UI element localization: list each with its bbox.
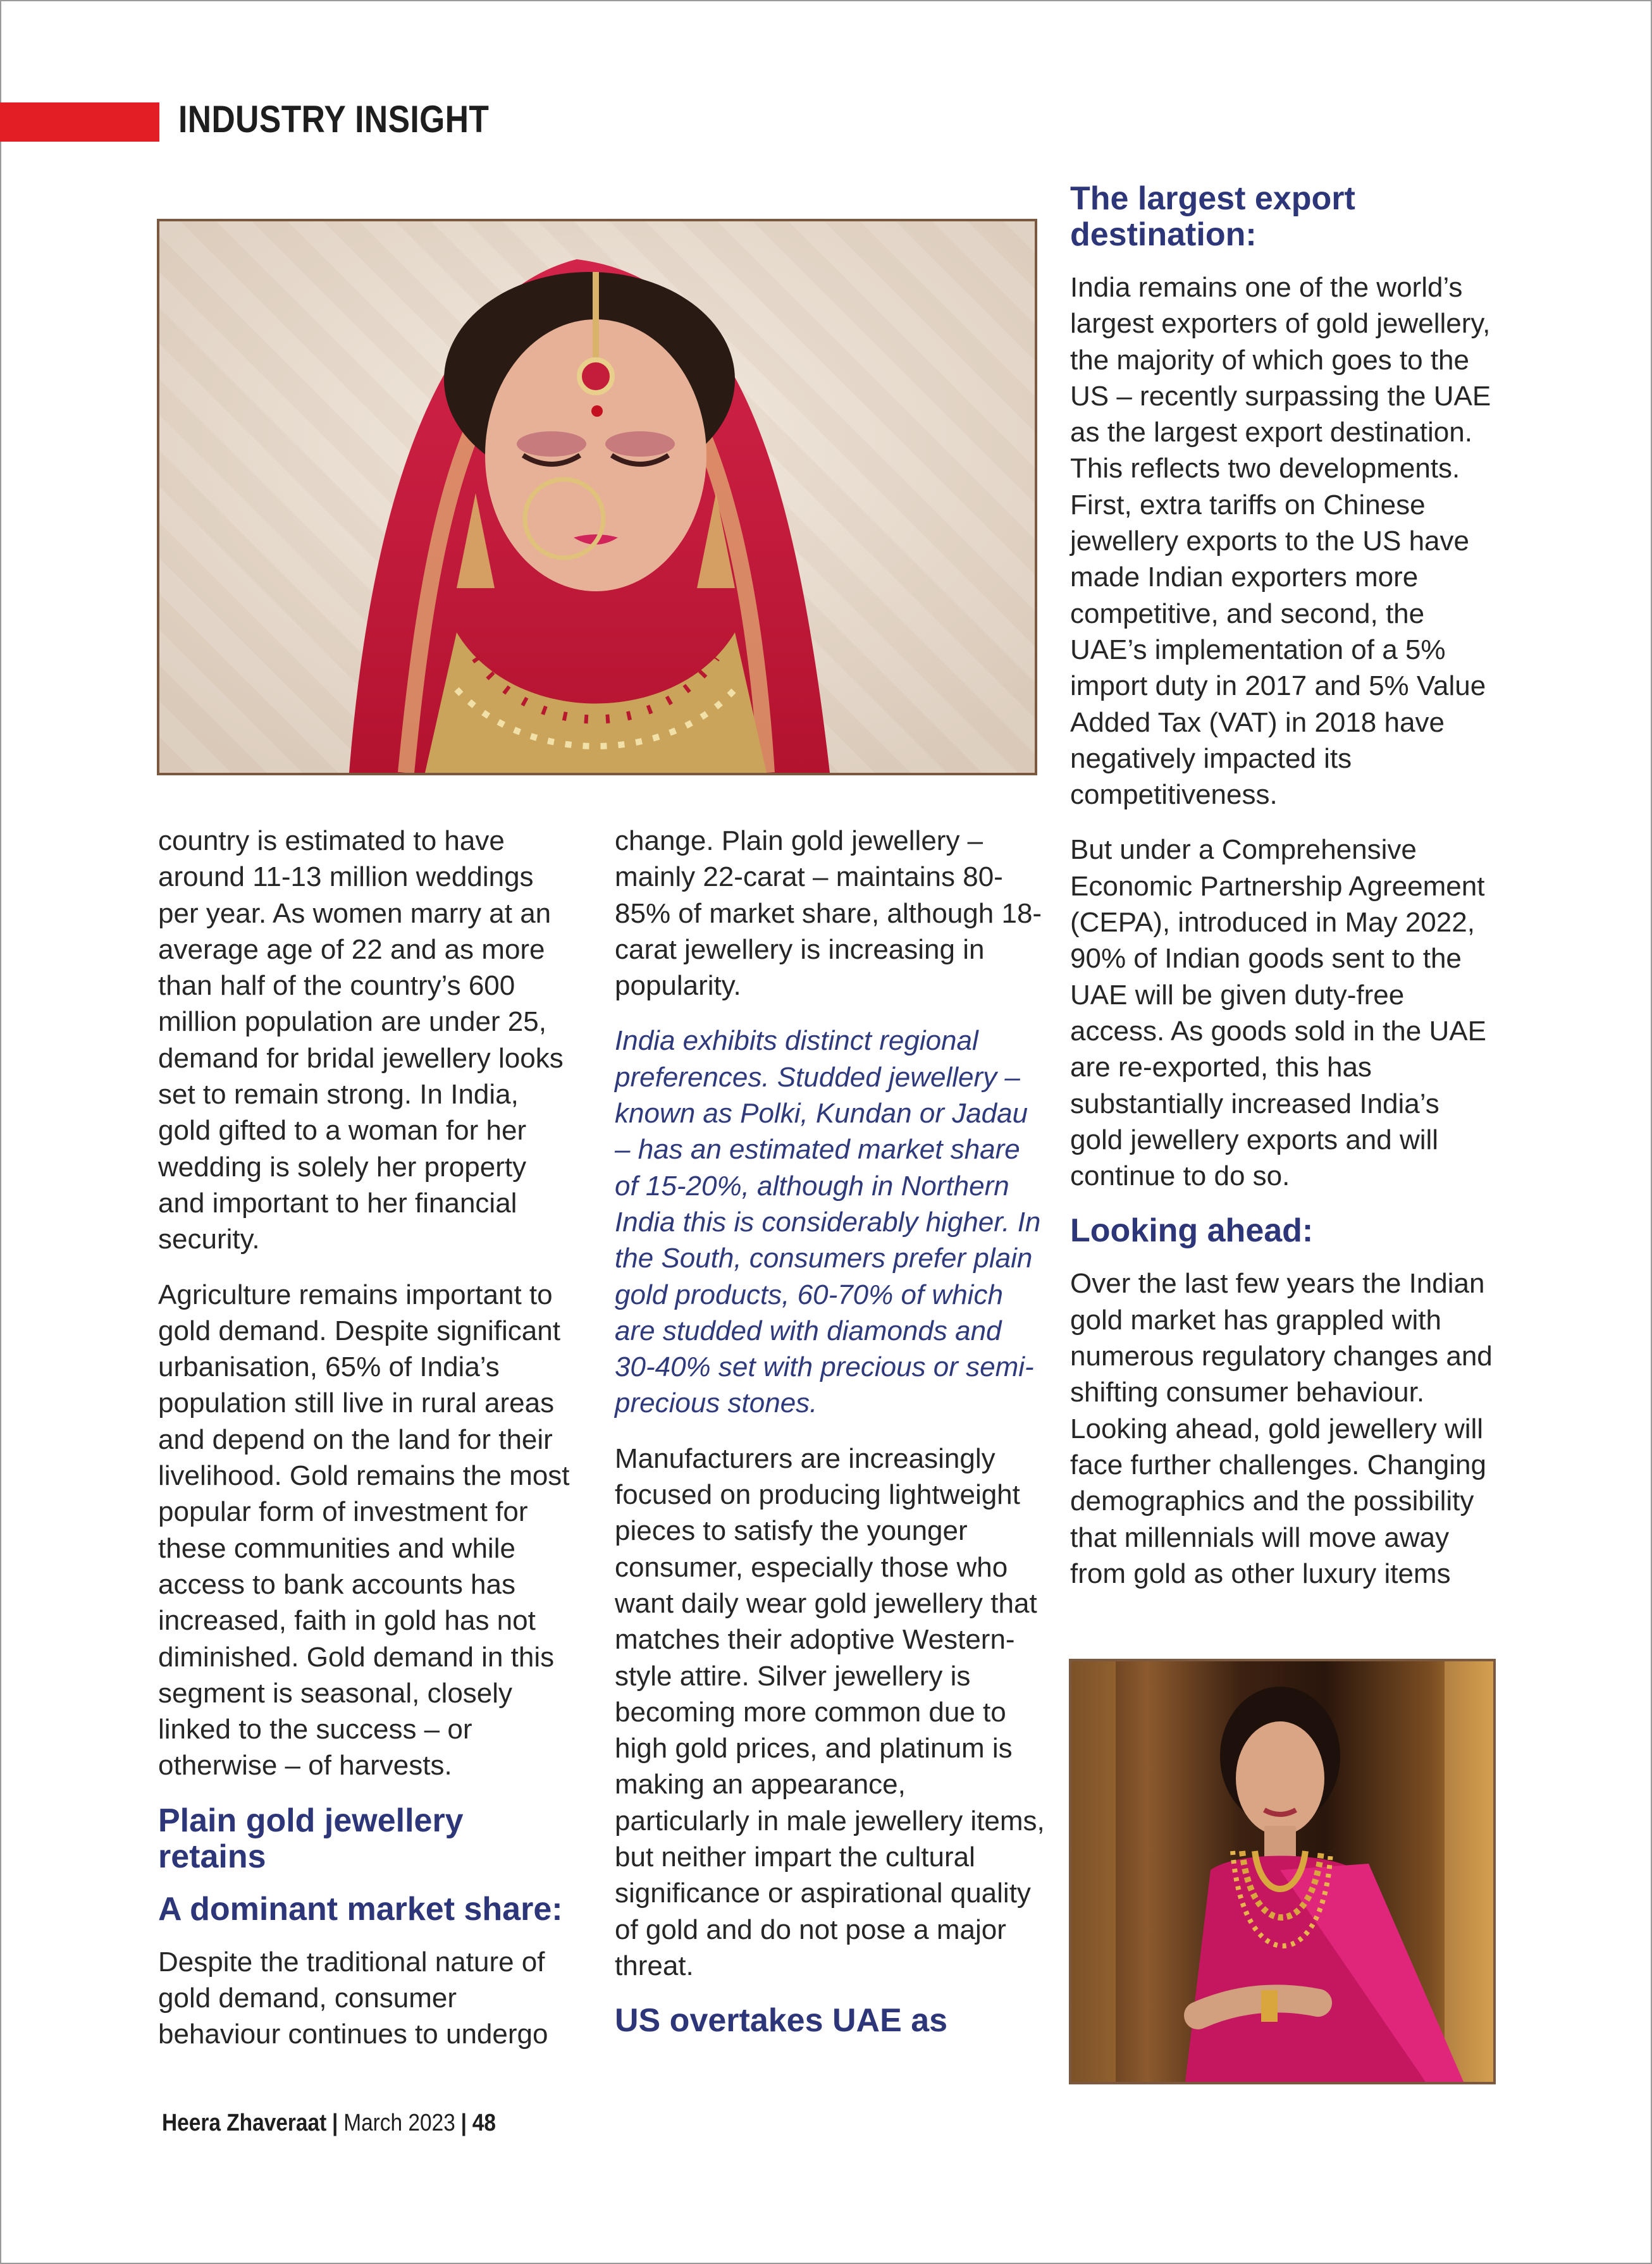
pull-quote: India exhibits distinct regional preferences. Studded jewellery – known as Polki, Kundan or Jadau – has an estimated market share of 15-20%, although in Northern India this is considerably higher. In the South, consumers prefer plain gold products, 60-70% of which are studded with diamonds and 30-40% set with precious or semi-precious stones.: [615, 1025, 1041, 1419]
bride-photo: [157, 219, 1037, 775]
saree-model-illustration: [1071, 1661, 1493, 2082]
paragraph: Agriculture remains important to gold demand. Despite significant urbanisation, 65% of India’s population still live in rural areas and depend on the land for their livelihood. Gold remains the most popular form of investment for these communities and while access to bank accounts has increased, faith in gold has not diminished. Gold demand in this segment is seasonal, closely linked to the success – or otherwise – of harvests.: [158, 1279, 570, 1781]
footer-separator: |: [332, 2110, 338, 2136]
issue-date: March 2023: [343, 2110, 455, 2136]
magazine-name: Heera Zhaveraat: [162, 2110, 327, 2136]
column-right: [1070, 181, 1497, 1611]
paragraph: Over the last few years the Indian gold market has grappled with numerous regulatory changes and shifting consumer behaviour. Looking ahead, gold jewellery will face further challenges. Changing demographics and the possibility that millennials will move away from gold as other luxury items: [1070, 1268, 1493, 1589]
paragraph: But under a Comprehensive Economic Partnership Agreement (CEPA), introduced in May 2022, 90% of Indian goods sent to the UAE will be given duty-free access. As goods sold in the UAE are re-exported, this has substantially increased India’s gold jewellery exports and will continue to do so.: [1070, 834, 1486, 1192]
paragraph: change. Plain gold jewellery – mainly 22-carat – maintains 80-85% of market share, although 18-carat jewellery is increasing in popularity.: [615, 825, 1042, 1002]
paragraph: country is estimated to have around 11-13 million weddings per year. As women marry at an average age of 22 and as more than half of the country’s 600 million population are under 25, demand for bridal jewellery looks set to remain strong. In India, gold gifted to a woman for her wedding is solely her property and important to her financial security.: [158, 825, 564, 1255]
subheading: The largest export destination:: [1070, 180, 1355, 253]
paragraph: Manufacturers are increasingly focused on producing lightweight pieces to satisfy the younger consumer, especially those who want daily wear gold jewellery that matches their adoptive Western-style attire. Silver jewellery is becoming more common due to high gold prices, and platinum is making an appearance, particularly in male jewellery items, but neither impart the cultural significance or aspirational quality of gold and do not pose a major threat.: [615, 1443, 1045, 1981]
section-label: INDUSTRY INSIGHT: [178, 98, 490, 140]
footer-separator: |: [460, 2110, 467, 2136]
saree-model-photo: [1069, 1659, 1496, 2084]
bride-illustration: [159, 221, 1035, 773]
paragraph: India remains one of the world’s largest exporters of gold jewellery, the majority of which goes to the US – recently surpassing the UAE as the largest export destination. This reflects two developments. First, extra tariffs on Chinese jewellery exports to the US have made Indian exporters more competitive, and second, the UAE’s implementation of a 5% import duty in 2017 and 5% Value Added Tax (VAT) in 2018 have negatively impacted its competitiveness.: [1070, 272, 1491, 811]
paragraph: Despite the traditional nature of gold demand, consumer behaviour continues to undergo: [158, 1946, 548, 2050]
subheading: US overtakes UAE as: [615, 2002, 948, 2039]
page-number: 48: [472, 2110, 496, 2136]
column-middle: [615, 823, 1045, 2055]
section-accent-bar: [0, 102, 159, 142]
subheading: A dominant market share:: [158, 1890, 563, 1928]
column-left: [158, 823, 576, 2072]
page-footer: [162, 2110, 496, 2137]
subheading: Plain gold jewellery retains: [158, 1802, 464, 1875]
subheading: Looking ahead:: [1070, 1212, 1314, 1250]
